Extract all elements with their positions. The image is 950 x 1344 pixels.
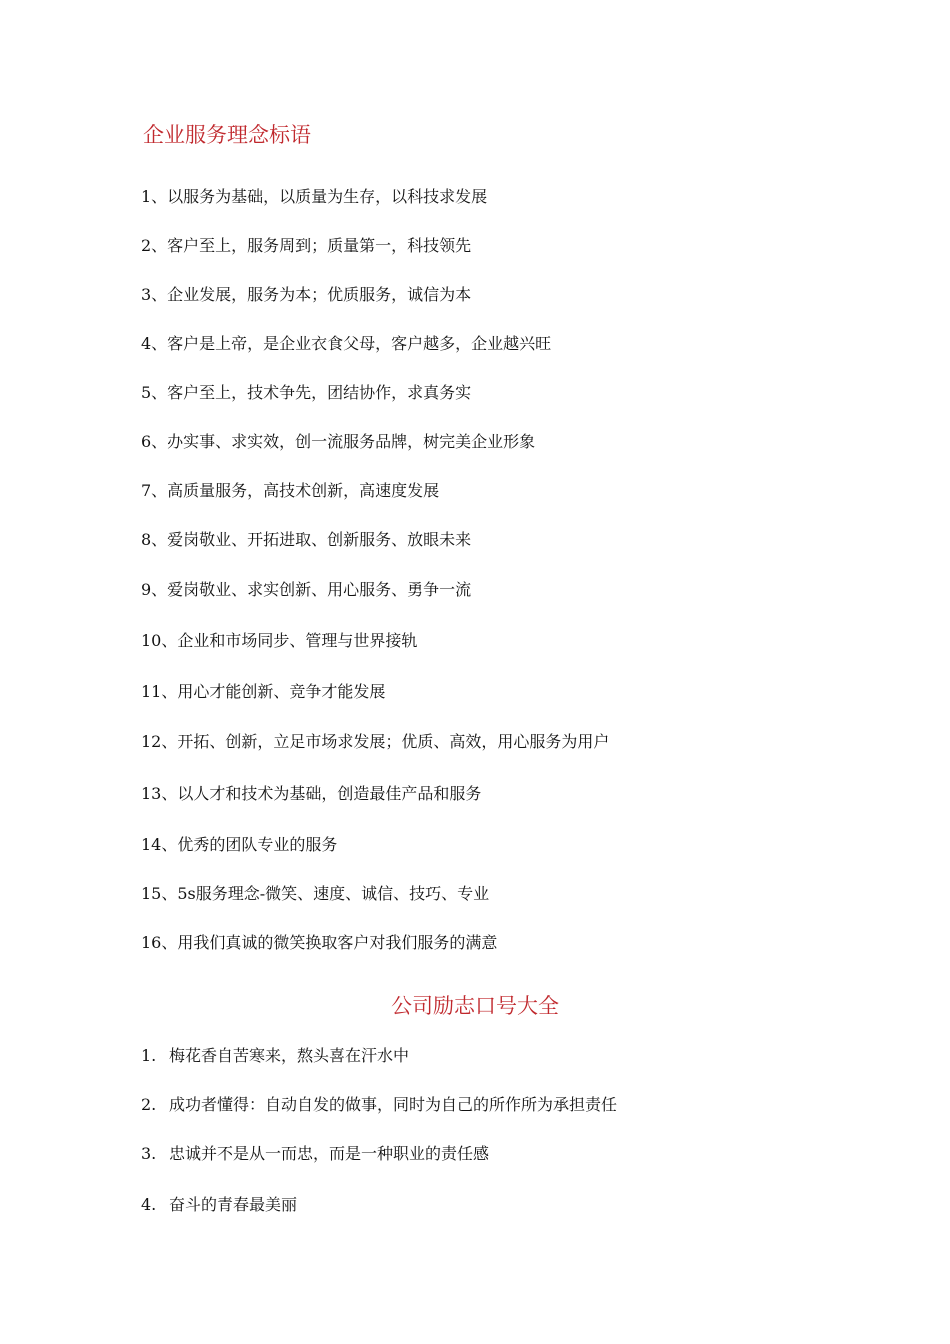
section-title-service-slogans: 企业服务理念标语 (143, 123, 311, 147)
motto-item (141, 1097, 617, 1113)
slogan-item: 5、客户至上，技术争先，团结协作，求真务实 (141, 383, 472, 402)
motto-text: 奋斗的青春最美丽 (169, 1195, 298, 1214)
slogan-item: 2、客户至上，服务周到；质量第一，科技领先 (141, 236, 472, 255)
motto-text: 成功者懂得：自动自发的做事，同时为自己的所作所为承担责任 (169, 1095, 618, 1114)
slogan-item: 6、办实事、求实效，创一流服务品牌，树完美企业形象 (141, 432, 536, 451)
motto-number: 2. (141, 1095, 157, 1114)
slogan-item: 10、企业和市场同步、管理与世界接轨 (141, 631, 418, 650)
section-title-motivational-slogans: 公司励志口号大全 (391, 994, 559, 1018)
motto-number: 3. (141, 1144, 157, 1163)
slogan-item: 12、开拓、创新，立足市场求发展；优质、高效，用心服务为用户 (141, 732, 610, 751)
slogan-item: 8、爱岗敬业、开拓进取、创新服务、放眼未来 (141, 530, 472, 549)
slogan-item: 1、以服务为基础，以质量为生存，以科技求发展 (141, 187, 488, 206)
slogan-item: 3、企业发展，服务为本；优质服务，诚信为本 (141, 285, 472, 304)
motto-item (141, 1048, 409, 1064)
motto-number: 4. (141, 1195, 157, 1214)
slogan-item: 11、用心才能创新、竞争才能发展 (141, 682, 386, 701)
slogan-item: 4、客户是上帝，是企业衣食父母，客户越多，企业越兴旺 (141, 334, 552, 353)
slogan-item: 16、用我们真诚的微笑换取客户对我们服务的满意 (141, 933, 498, 952)
slogan-item: 15、5s服务理念-微笑、速度、诚信、技巧、专业 (141, 884, 490, 903)
motto-number: 1. (141, 1046, 157, 1065)
motto-text: 梅花香自苦寒来，熬头喜在汗水中 (169, 1046, 410, 1065)
slogan-item: 14、优秀的团队专业的服务 (141, 835, 338, 854)
slogan-item: 9、爱岗敬业、求实创新、用心服务、勇争一流 (141, 580, 472, 599)
motto-item (141, 1146, 489, 1162)
slogan-item: 13、以人才和技术为基础，创造最佳产品和服务 (141, 784, 482, 803)
slogan-item: 7、高质量服务，高技术创新，高速度发展 (141, 481, 440, 500)
motto-item (141, 1197, 297, 1213)
motto-text: 忠诚并不是从一而忠，而是一种职业的责任感 (169, 1144, 490, 1163)
